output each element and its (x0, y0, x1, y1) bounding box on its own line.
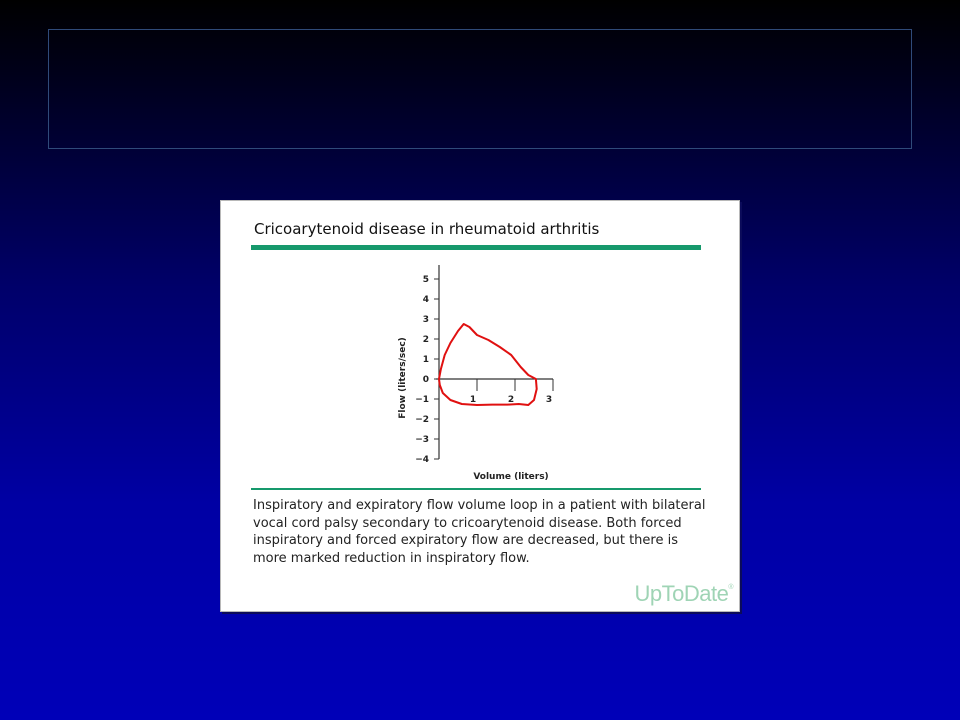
slide-title-box (48, 29, 912, 149)
uptodate-logo (634, 581, 733, 607)
y-tick-label: −3 (415, 435, 429, 445)
flow-volume-chart (221, 201, 739, 491)
figure-caption: Inspiratory and expiratory flow volume loop in a patient with bilateral vocal cord palsy secondary to cricoarytenoid disease. Both forced inspiratory and forced expiratory flow are decreased, but there is more marked reduction in inspiratory flow. (253, 498, 706, 566)
y-tick-label: −1 (415, 395, 429, 405)
caption-divider (251, 488, 701, 490)
chart-axes (436, 265, 553, 459)
y-tick-label: 1 (422, 355, 429, 365)
uptodate-logo-text: UpToDate (634, 581, 729, 606)
x-ticks (470, 379, 553, 405)
flow-volume-loop (439, 324, 537, 405)
x-axis-label: Volume (liters) (473, 472, 549, 482)
y-tick-label: 4 (422, 295, 429, 305)
registered-mark: ® (728, 584, 733, 591)
y-tick-label: 5 (422, 275, 429, 285)
y-tick-label: −2 (415, 415, 429, 425)
figure-card (220, 200, 740, 612)
x-tick-label: 2 (507, 395, 515, 405)
y-tick-label: 2 (422, 335, 429, 345)
y-ticks (415, 275, 439, 465)
y-tick-label: −4 (415, 455, 429, 465)
x-tick-label: 3 (545, 395, 553, 405)
y-tick-label: 0 (422, 375, 429, 385)
y-axis-label: Flow (liters/sec) (398, 337, 408, 419)
figure-title: Cricoarytenoid disease in rheumatoid arthritis (254, 220, 600, 238)
y-tick-label: 3 (422, 315, 429, 325)
x-tick-label: 1 (469, 395, 477, 405)
